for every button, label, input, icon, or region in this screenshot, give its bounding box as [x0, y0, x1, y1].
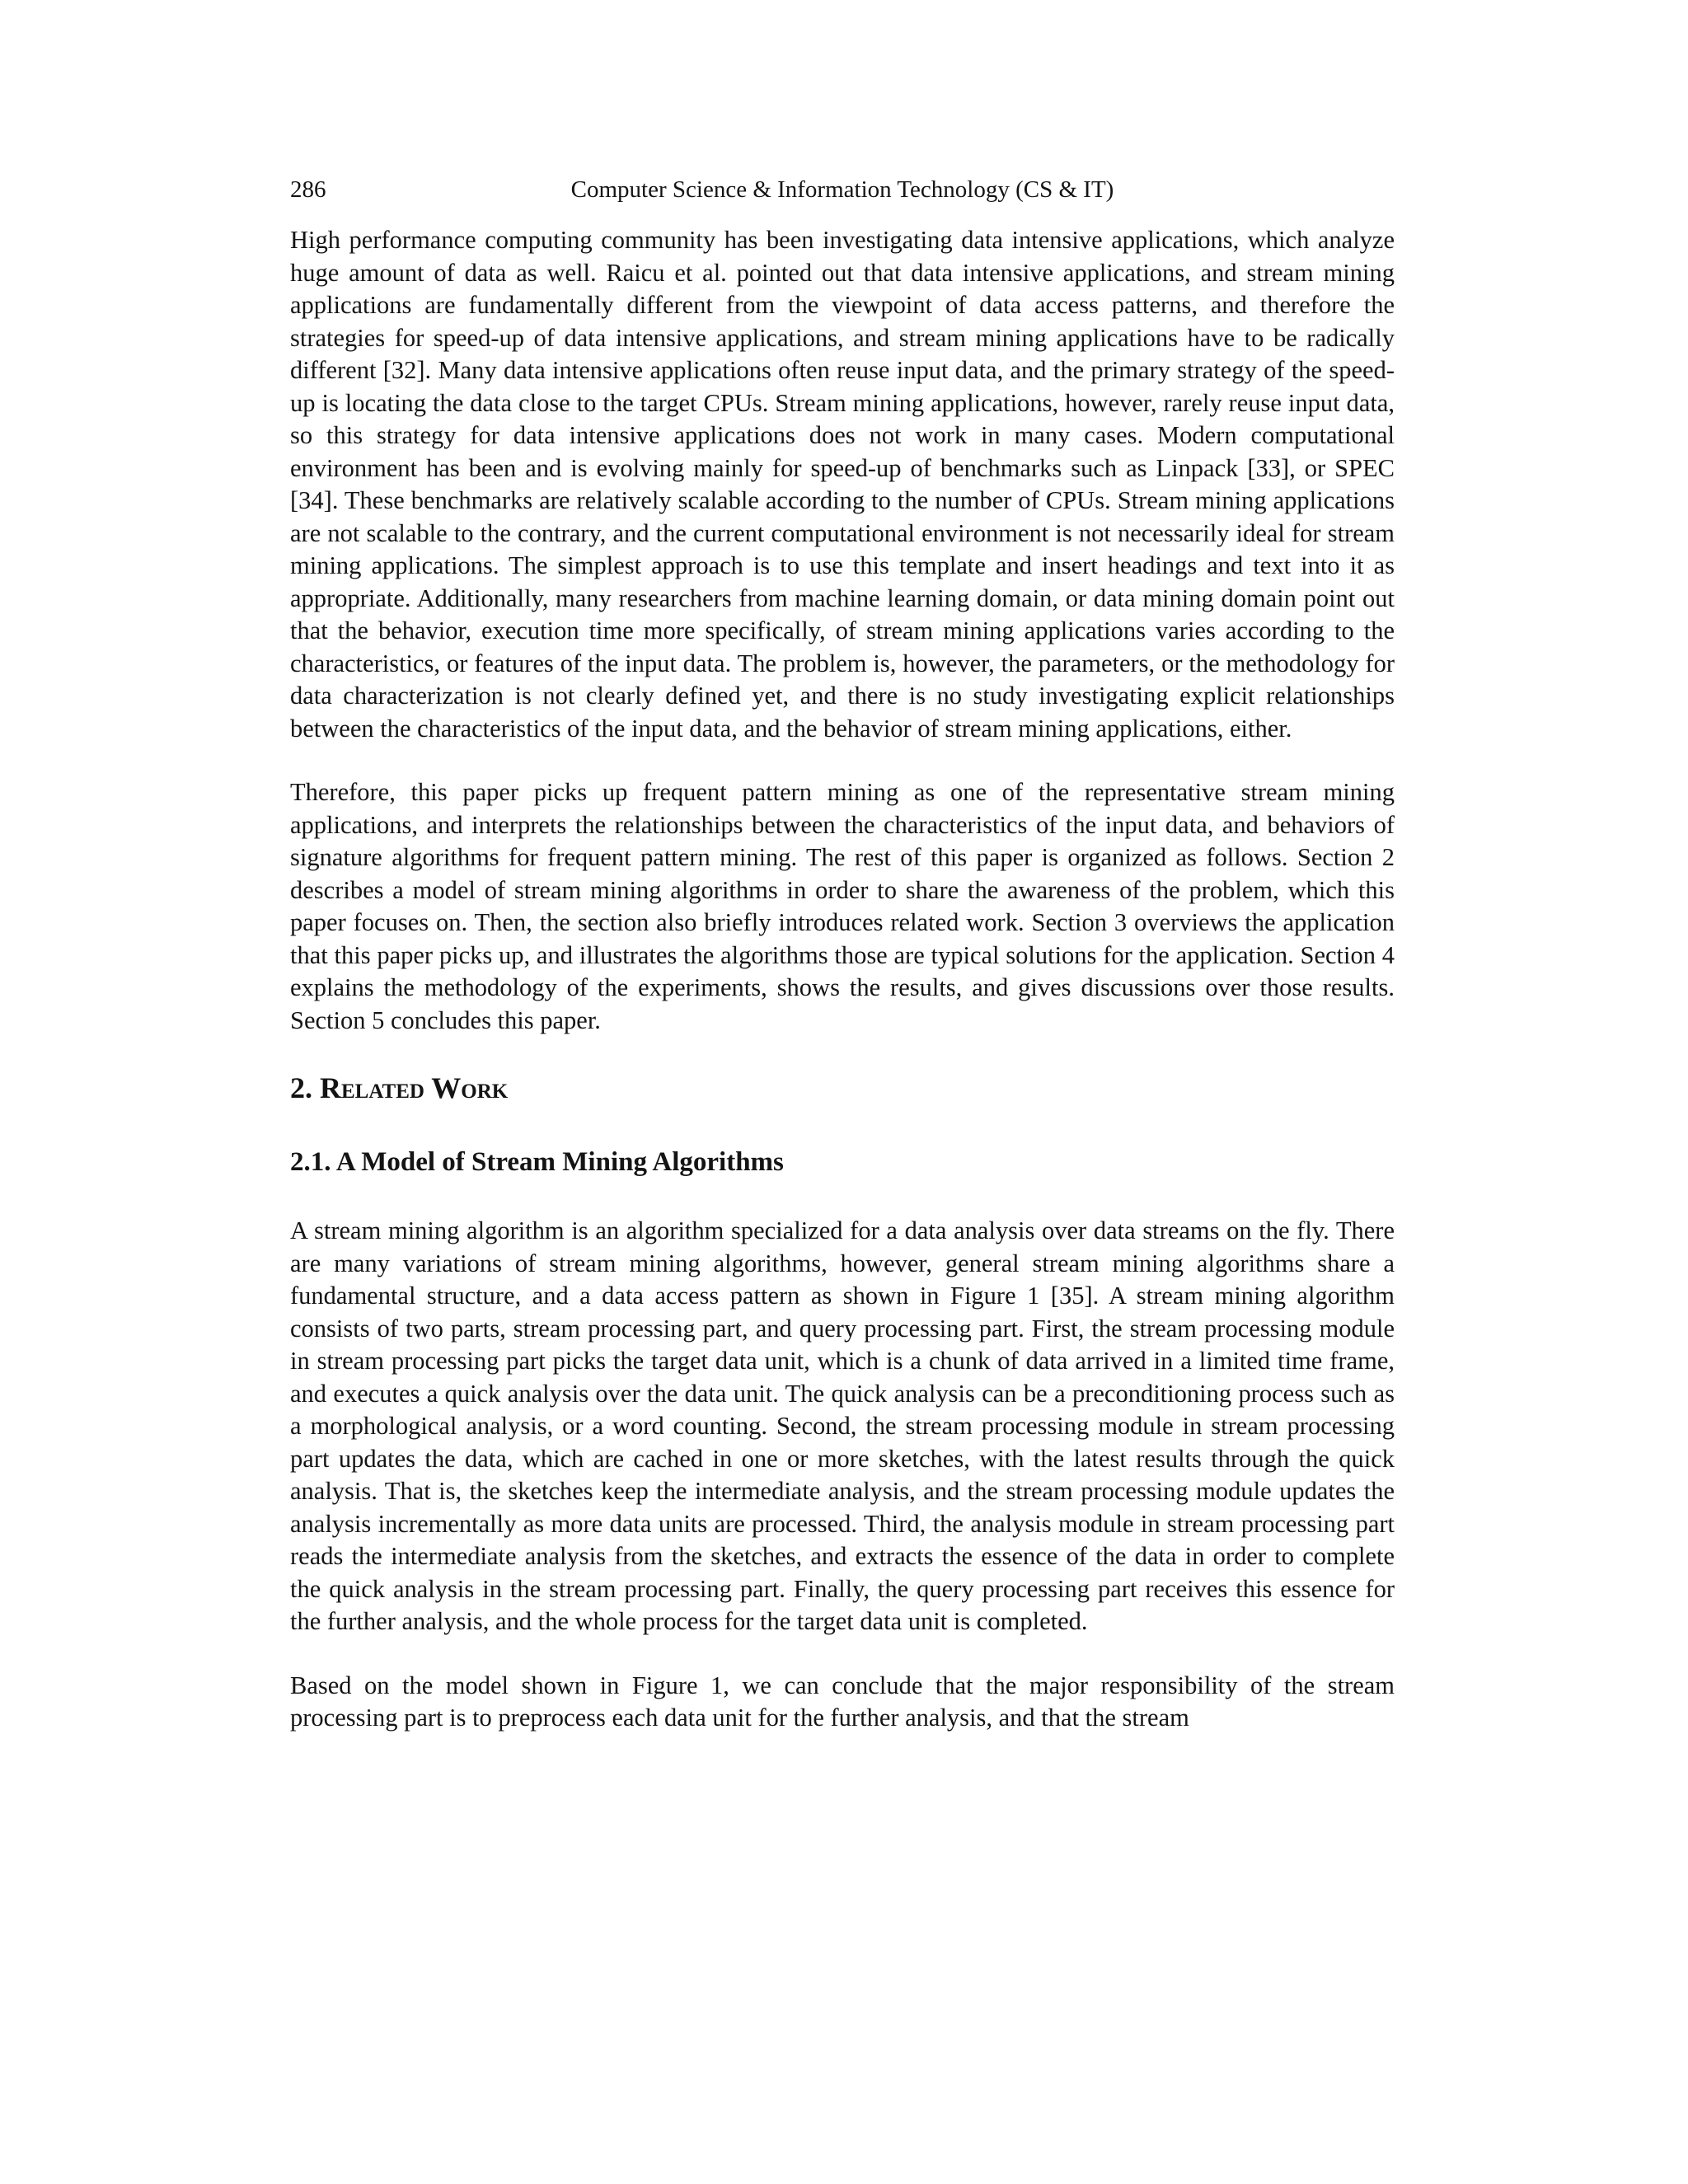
paragraph-conclusion: Based on the model shown in Figure 1, we can conclude that the major responsibility of the stream processing part is to preprocess each data unit for the further analysis, and that the stream — [290, 1671, 1395, 1732]
paragraph-model: A stream mining algorithm is an algorithm specialized for a data analysis over data streams on the fly. There are many variations of stream mining algorithms, however, general stream mining algorithms share a fundamental structure, and a data access pattern as shown in Figure 1 [35]. A stream mining algorithm consists of two parts, stream processing part, and query processing part. First, the stream processing module in stream processing part picks the target data unit, which is a chunk of data arrived in a limited time frame, and executes a quick analysis over the data unit. The quick analysis can be a preconditioning process such as a morphological analysis, or a word counting. Second, the stream processing module in stream processing part updates the data, which are cached in one or more sketches, with the latest results through the quick analysis. That is, the sketches keep the intermediate analysis, and the stream processing module updates the analysis incrementally as more data units are processed. Third, the analysis module in stream processing part reads the intermediate analysis from the sketches, and extracts the essence of the data in order to complete the quick analysis in the stream processing part. Finally, the query processing part receives this essence for the further analysis, and the whole process for the target data unit is completed. — [290, 1216, 1395, 1635]
paper-page — [290, 173, 1395, 1766]
paragraph-organization: Therefore, this paper picks up frequent pattern mining as one of the representative stream mining applications, and interprets the relationships between the characteristics of the input data, and behaviors of signature algorithms for frequent pattern mining. The rest of this paper is organized as follows. Section 2 describes a model of stream mining algorithms in order to share the awareness of the problem, which this paper focuses on. Then, the section also briefly introduces related work. Section 3 overviews the application that this paper picks up, and illustrates the algorithms those are typical solutions for the application. Section 4 explains the methodology of the experiments, shows the results, and gives discussions over those results. Section 5 concludes this paper. — [290, 778, 1395, 1034]
subsection-heading-model: 2.1. A Model of Stream Mining Algorithms — [290, 1147, 784, 1177]
paragraph-hpc: High performance computing community has been investigating data intensive applications, which analyze huge amount of data as well. Raicu et al. pointed out that data intensive applications, and stream mining applications are fundamentally different from the viewpoint of data access patterns, and therefore the strategies for speed-up of data intensive applications, and stream mining applications have to be radically different [32]. Many data intensive applications often reuse input data, and the primary strategy of the speed-up is locating the data close to the target CPUs. Stream mining applications, however, rarely reuse input data, so this strategy for data intensive applications does not work in many cases. Modern computational environment has been and is evolving mainly for speed-up of benchmarks such as Linpack [33], or SPEC [34]. These benchmarks are relatively scalable according to the number of CPUs. Stream mining applications are not scalable to the contrary, and the current computational environment is not necessarily ideal for stream mining applications. The simplest approach is to use this template and insert headings and text into it as appropriate. Additionally, many researchers from machine learning domain, or data mining domain point out that the behavior, execution time more specifically, of stream mining applications varies according to the characteristics, or features of the input data. The problem is, however, the parameters, or the methodology for data characterization is not clearly defined yet, and there is no study investigating explicit relationships between the characteristics of the input data, and the behavior of stream mining applications, either. — [290, 226, 1395, 743]
running-header — [290, 173, 1395, 206]
body-text — [290, 224, 1395, 1735]
page-number: 286 — [290, 176, 326, 203]
section-heading-related-work: 2. Related Work — [290, 1071, 509, 1104]
journal-title: Computer Science & Information Technology (CS & IT) — [570, 176, 1114, 203]
